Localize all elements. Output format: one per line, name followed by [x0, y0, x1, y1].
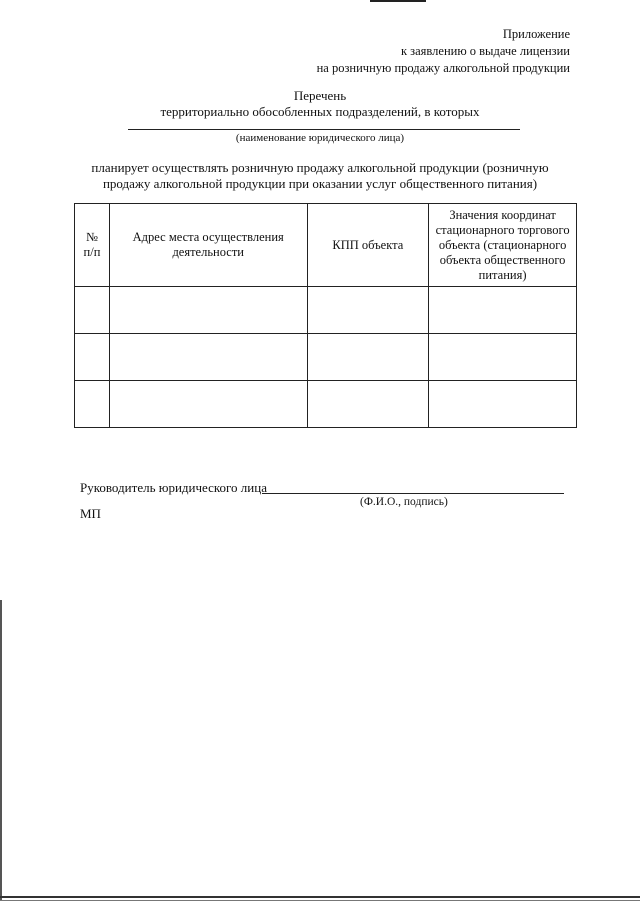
table-row: [75, 287, 577, 334]
table-row: [75, 334, 577, 381]
header-coordinates-line: объекта (стационарного: [438, 237, 567, 252]
scan-artifact-left: [0, 600, 2, 900]
header-address-line: деятельности: [172, 245, 244, 259]
table-cell-number: [75, 334, 110, 381]
legal-entity-name-caption: (наименование юридического лица): [235, 132, 405, 144]
header-coordinates-line: стационарного торгового: [435, 222, 570, 237]
table-cell-coordinates: [429, 334, 577, 381]
plans-line-2: продажу алкогольной продукции при оказании услуг общественного питания): [102, 176, 538, 191]
header-kpp: [307, 204, 429, 287]
scan-artifact-bottom-thin: [0, 900, 640, 901]
table-cell-address: [109, 287, 307, 334]
table-row: [75, 381, 577, 428]
plans-statement: [0, 160, 640, 192]
subdivisions-table: [74, 203, 577, 428]
table-cell-number: [75, 381, 110, 428]
table-header-row: [75, 204, 577, 287]
legal-entity-name-line: [128, 129, 520, 130]
header-address: [109, 204, 307, 287]
appendix-line-1: Приложение: [502, 27, 570, 41]
table-cell-number: [75, 287, 110, 334]
signature-line: [262, 493, 564, 494]
scan-artifact-top: [370, 0, 426, 2]
signature-caption: (Ф.И.О., подпись): [360, 496, 448, 508]
table-cell-kpp: [307, 381, 429, 428]
header-coordinates-line: Значения координат: [449, 207, 556, 222]
header-coordinates: [429, 204, 577, 287]
header-coordinates-line: питания): [478, 267, 527, 282]
table-cell-coordinates: [429, 381, 577, 428]
header-address-line: Адрес места осуществления: [132, 230, 284, 244]
table-cell-coordinates: [429, 287, 577, 334]
scan-artifact-bottom: [0, 896, 640, 898]
plans-line-1: планирует осуществлять розничную продажу алкогольной продукции (розничную: [91, 160, 549, 175]
document-title: Перечень: [293, 88, 347, 103]
header-number-line: п/п: [83, 245, 101, 259]
stamp-placeholder: МП: [80, 506, 101, 521]
header-coordinates-line: объекта общественного: [439, 252, 566, 267]
document-subtitle: территориально обособленных подразделений, в которых: [160, 104, 480, 119]
signature-label: Руководитель юридического лица: [80, 480, 267, 495]
document-title-block: [0, 88, 640, 120]
appendix-line-2: к заявлению о выдаче лицензии: [400, 44, 570, 58]
appendix-header: [317, 26, 570, 77]
appendix-line-3: на розничную продажу алкогольной продукции: [316, 61, 570, 75]
header-kpp-line: КПП объекта: [332, 237, 404, 252]
table-cell-address: [109, 334, 307, 381]
header-number-line: №: [86, 230, 98, 244]
table-cell-address: [109, 381, 307, 428]
table-cell-kpp: [307, 287, 429, 334]
table-cell-kpp: [307, 334, 429, 381]
header-number: [75, 204, 110, 287]
